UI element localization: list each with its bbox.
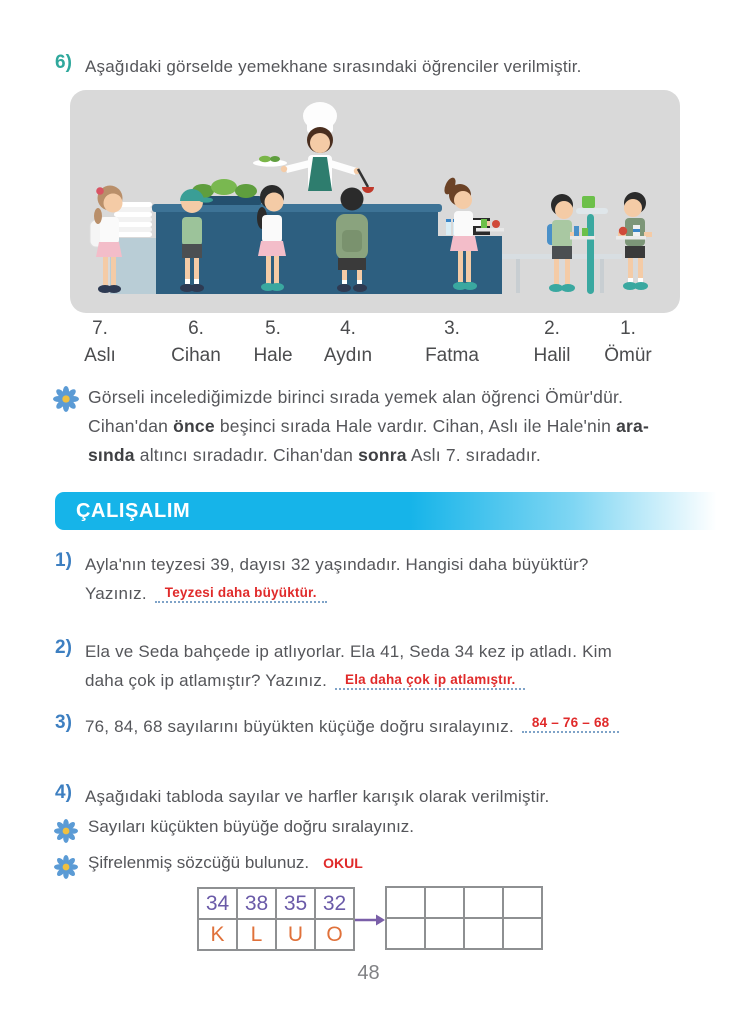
cipher-number-cell: 32 xyxy=(315,888,354,919)
question-3 xyxy=(55,712,700,742)
answer-cell xyxy=(425,918,464,949)
student-name: Aydın xyxy=(323,345,373,366)
question-6 xyxy=(55,52,700,81)
student-position: 4. xyxy=(340,318,356,339)
cipher-letter-cell: K xyxy=(198,919,237,950)
question-3-text: 76, 84, 68 sayılarını büyükten küçüğe doğru sıralayınız. $^{84 - 76 - 68}$ xyxy=(85,712,619,742)
arrow-right-icon xyxy=(355,913,385,932)
student-position: 1. xyxy=(620,318,636,339)
explanation-line-3: sında altıncı sıradadır. Cihan'dan sonra Aslı 7. sıradadır. xyxy=(88,445,541,465)
answer-cell xyxy=(503,887,542,918)
student-caption xyxy=(407,318,497,367)
student-name: Aslı xyxy=(84,345,116,366)
section-title: ÇALIŞALIM xyxy=(76,499,191,522)
answer-cell xyxy=(386,918,425,949)
student-omur xyxy=(616,192,652,290)
cipher-answer: OKUL xyxy=(323,855,363,871)
question-4-text: Aşağıdaki tabloda sayılar ve harfler karışık olarak verilmiştir. xyxy=(85,787,550,806)
page-number: 48 xyxy=(357,962,380,984)
student-position: 2. xyxy=(544,318,560,339)
question-1-number: 1) xyxy=(55,550,72,571)
cipher-letter-cell: U xyxy=(276,919,315,950)
student-name: Cihan xyxy=(171,345,221,366)
student-position: 3. xyxy=(444,318,460,339)
answer-cell xyxy=(425,887,464,918)
cipher-table xyxy=(197,887,355,951)
bullet-1 xyxy=(54,817,414,848)
answer-table-row xyxy=(386,887,542,918)
question-4-number: 4) xyxy=(55,782,72,803)
bullet-2 xyxy=(54,853,363,884)
cipher-number-cell: 35 xyxy=(276,888,315,919)
cipher-letter-cell: L xyxy=(237,919,276,950)
student-position: 5. xyxy=(265,318,281,339)
cipher-numbers-row xyxy=(198,888,354,919)
answer-table xyxy=(385,886,543,950)
explanation-paragraph xyxy=(88,383,694,470)
answer-table-row xyxy=(386,918,542,949)
explanation-line-2: Cihan'dan önce beşinci sırada Hale vardır. Cihan, Aslı ile Hale'nin ara- xyxy=(88,416,649,436)
answer-cell xyxy=(464,918,503,949)
cipher-letter-cell: O xyxy=(315,919,354,950)
question-1 xyxy=(55,550,700,609)
cipher-number-cell: 38 xyxy=(237,888,276,919)
student-name: Halil xyxy=(533,345,571,366)
answer-cell xyxy=(503,918,542,949)
question-3-answer: 84 – 76 – 68 xyxy=(522,715,619,733)
cipher-letters-row xyxy=(198,919,354,950)
bullet-1-text: Sayıları küçükten büyüğe doğru sıralayınız. xyxy=(88,817,415,836)
question-6-text: Aşağıdaki görselde yemekhane sırasındaki öğrenciler verilmiştir. xyxy=(85,57,582,76)
bullet-2-text: Şifrelenmiş sözcüğü bulunuz. OKUL xyxy=(88,853,363,872)
question-1-answer: Teyzesi daha büyüktür. xyxy=(155,585,327,603)
question-1-text: Ayla'nın teyzesi 39, dayısı 32 yaşındadır. Hangisi daha büyüktür? Yazınız. Teyzesi daha büyüktür. xyxy=(85,555,589,603)
student-caption xyxy=(303,318,393,367)
question-2 xyxy=(55,637,700,696)
cafeteria-scene-svg xyxy=(70,90,680,313)
question-2-answer: Ela daha çok ip atlamıştır. xyxy=(335,672,525,690)
section-header-bar xyxy=(55,492,737,530)
student-position: 6. xyxy=(188,318,204,339)
student-name: Hale xyxy=(253,345,293,366)
answer-cell xyxy=(386,887,425,918)
student-caption xyxy=(583,318,673,367)
question-2-number: 2) xyxy=(55,637,72,658)
flower-icon xyxy=(54,853,88,884)
student-caption xyxy=(55,318,145,367)
question-4 xyxy=(55,782,700,811)
student-name: Ömür xyxy=(604,345,652,366)
flower-icon xyxy=(53,386,79,417)
cafeteria-illustration xyxy=(70,90,680,313)
answer-cell xyxy=(464,887,503,918)
explanation-line-1: Görseli incelediğimizde birinci sırada yemek alan öğrenci Ömür'dür. xyxy=(88,387,624,407)
cipher-number-cell: 34 xyxy=(198,888,237,919)
question-6-number: 6) xyxy=(55,52,72,73)
question-2-text: Ela ve Seda bahçede ip atlıyorlar. Ela 41, Seda 34 kez ip atladı. Kim daha çok ip atlamıştır? Yazınız. Ela daha çok ip atlamıştır. xyxy=(85,642,612,690)
flower-icon xyxy=(54,817,88,848)
question-3-number: 3) xyxy=(55,712,72,733)
chef xyxy=(253,102,374,193)
student-name: Fatma xyxy=(425,345,479,366)
student-position: 7. xyxy=(92,318,108,339)
